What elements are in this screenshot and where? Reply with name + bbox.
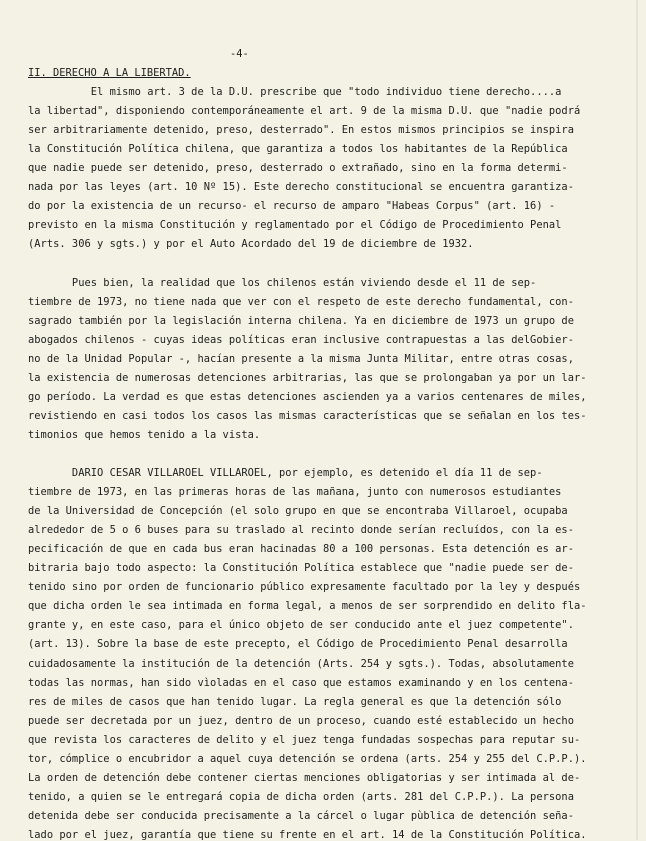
text-line: go período. La verdad es que estas detenciones ascienden ya a varios centenares de miles, [28, 391, 587, 403]
text-line: todas las normas, han sido vìoladas en el caso que estamos examinando y en los centena- [28, 677, 574, 689]
text-line: pecificación de que en cada bus eran hacinadas 80 a 100 personas. Esta detención es ar- [28, 543, 574, 555]
text-line: tenido, a quien se le entregará copia de dicha orden (arts. 281 del C.P.P.). La persona [28, 791, 574, 803]
text-line: (Arts. 306 y sgts.) y por el Auto Acordado del 19 de diciembre de 1932. [28, 238, 474, 250]
text-line: La orden de detención debe contener ciertas menciones obligatorias y ser intimada al de- [28, 772, 581, 784]
text-line: tiembre de 1973, no tiene nada que ver con el respeto de este derecho fundamental, con- [28, 296, 574, 308]
text-line: puede ser decretada por un juez, dentro de un proceso, cuando esté establecido un hecho [28, 715, 574, 727]
text-line: sagrado también por la legislación interna chilena. Ya en diciembre de 1973 un grupo de [28, 315, 574, 327]
text-line: tenido sino por orden de funcionario público expresamente facultado por la ley y después [28, 581, 581, 593]
text-line: grante y, en este caso, para el único objeto de ser conducido ante el juez competente". [28, 619, 574, 631]
page-edge [636, 0, 638, 840]
text-line: (art. 13). Sobre la base de este precepto, el Código de Procedimiento Penal desarrolla [28, 638, 568, 650]
text-line: abogados chilenos - cuyas ideas políticas eran inclusive contrapuestas a las delGobier- [28, 334, 574, 346]
text-line: tiembre de 1973, en las primeras horas de las mañana, junto con numerosos estudiantes [28, 486, 562, 498]
text-line: la libertad", disponiendo contemporáneamente el art. 9 de la misma D.U. que "nadie podrá [28, 105, 581, 117]
text-line: que revista los caracteres de delito y el juez tenga fundadas sospechas para reputar su- [28, 734, 581, 746]
text-line: alrededor de 5 o 6 buses para su traslado al recinto donde serían recluídos, con la es- [28, 524, 574, 536]
text-line: El mismo art. 3 de la D.U. prescribe que "todo individuo tiene derecho....a [28, 86, 562, 98]
text-line: previsto en la misma Constitución y reglamentado por el Código de Procedimiento Penal [28, 219, 562, 231]
text-line: detenida debe ser conducida precisamente a la cárcel o lugar pùblica de detención seña- [28, 810, 574, 822]
text-line: cuidadosamente la institución de la detención (Arts. 254 y sgts.). Todas, absolutamente [28, 658, 574, 670]
text-line: de la Universidad de Concepción (el solo grupo en que se encontraba Villaroel, ocupaba [28, 505, 568, 517]
section-heading: II. DERECHO A LA LIBERTAD. [28, 67, 191, 79]
text-line: timonios que hemos tenido a la vista. [28, 429, 261, 441]
text-line: tor, cómplice o encubridor a aquel cuya detención se ordena (arts. 254 y 255 del C.P.P.). [28, 753, 587, 765]
text-line: la existencia de numerosas detenciones arbitrarias, las que se prolongaban ya por un lar- [28, 372, 587, 384]
text-line: la Constitución Política chilena, que garantiza a todos los habitantes de la República [28, 143, 568, 155]
text-line: revistiendo en casi todos los casos las mismas características que se señalan en los tes- [28, 410, 587, 422]
page-number: -4- [230, 48, 249, 60]
text-line: ser arbitrariamente detenido, preso, desterrado". En estos mismos principios se inspira [28, 124, 574, 136]
text-line: DARIO CESAR VILLAROEL VILLAROEL, por ejemplo, es detenido el día 11 de sep- [28, 467, 543, 479]
text-line: nada por las leyes (art. 10 Nº 15). Este derecho constitucional se encuentra garantiza- [28, 181, 574, 193]
text-line: bitraria bajo todo aspecto: la Constitución Política establece que "nadie puede ser de- [28, 562, 574, 574]
text-line: que nadie puede ser detenido, preso, desterrado o extrañado, sino en la forma determi- [28, 162, 568, 174]
text-line: Pues bien, la realidad que los chilenos están viviendo desde el 11 de sep- [28, 277, 537, 289]
text-line: do por la existencia de un recurso- el recurso de amparo "Habeas Corpus" (art. 16) - [28, 200, 556, 212]
text-line: que dicha orden le sea intimada en forma legal, a menos de ser sorprendido en delito fla- [28, 600, 587, 612]
text-line: no de la Unidad Popular -, hacían presente a la misma Junta Militar, entre otras cosas, [28, 353, 574, 365]
text-line: res de miles de casos que han tenido lugar. La regla general es que la detención sólo [28, 696, 562, 708]
text-line: lado por el juez, garantía que tiene su frente en el art. 14 de la Constitución Política. [28, 829, 587, 841]
